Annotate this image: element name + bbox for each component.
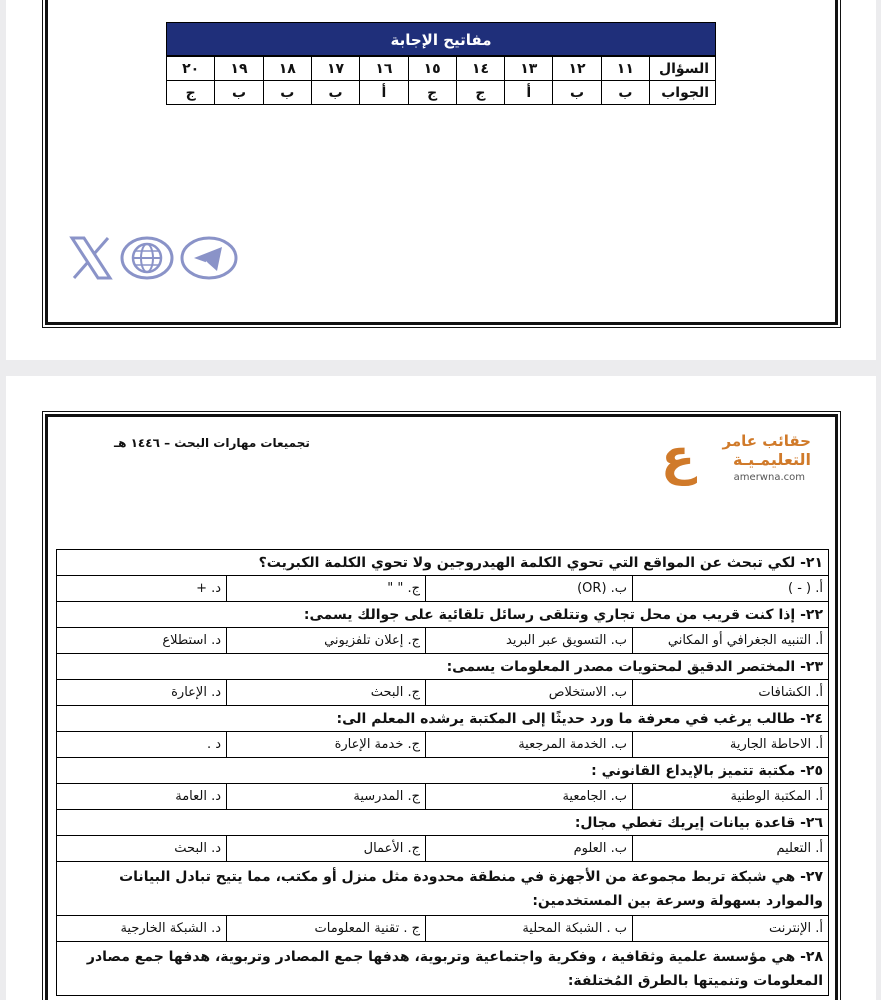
answer-key-question-row xyxy=(167,57,716,81)
question-row xyxy=(57,602,829,628)
option-c[interactable]: ج. البحث xyxy=(227,680,426,706)
option-a[interactable]: أ. الكشافات xyxy=(633,680,829,706)
question-row xyxy=(57,706,829,732)
logo-mark-icon: ع xyxy=(661,428,696,486)
options-row xyxy=(57,836,829,862)
answer-key xyxy=(166,22,716,105)
question-number: ١٨ xyxy=(263,57,311,81)
option-d[interactable]: د. الشبكة الخارجية xyxy=(57,916,227,942)
question-text: ٢١- لكي تبحث عن المواقع التي تحوي الكلمة الهيدروجين ولا تحوي الكلمة الكبريت؟ xyxy=(57,550,829,576)
answer-value: ب xyxy=(311,81,359,105)
globe-icon[interactable] xyxy=(120,236,174,280)
options-row xyxy=(57,784,829,810)
option-c[interactable]: ج. إعلان تلفزيوني xyxy=(227,628,426,654)
question-row xyxy=(57,758,829,784)
option-a[interactable]: أ. التنبيه الجغرافي أو المكاني xyxy=(633,628,829,654)
options-row xyxy=(57,628,829,654)
question-header: السؤال xyxy=(650,57,716,81)
answer-value: ب xyxy=(553,81,601,105)
question-row xyxy=(57,942,829,996)
logo-url: amerwna.com xyxy=(733,472,805,483)
question-text: ٢٢- إذا كنت قريب من محل تجاري وتتلقى رسائل تلقائية على جوالك يسمى: xyxy=(57,602,829,628)
logo-name: حقائب عامر xyxy=(722,432,811,450)
option-c[interactable]: ج. المدرسية xyxy=(227,784,426,810)
option-d[interactable]: د . xyxy=(57,732,227,758)
question-text: ٢٦- قاعدة بيانات إيريك تغطي مجال: xyxy=(57,810,829,836)
answer-key-answer-row xyxy=(167,81,716,105)
question-number: ١٦ xyxy=(360,57,408,81)
option-b[interactable]: ب . الشبكة المحلية xyxy=(426,916,633,942)
option-c[interactable]: ج. خدمة الإعارة xyxy=(227,732,426,758)
answer-key-title: مفاتيح الإجابة xyxy=(166,22,716,56)
page-bottom xyxy=(6,376,876,1000)
answer-header: الجواب xyxy=(650,81,716,105)
logo-subtitle: التعليمـيـة xyxy=(732,450,811,469)
options-row xyxy=(57,576,829,602)
options-row xyxy=(57,732,829,758)
answer-value: ب xyxy=(601,81,649,105)
option-d[interactable]: د. + xyxy=(57,576,227,602)
option-b[interactable]: ب. التسويق عبر البريد xyxy=(426,628,633,654)
question-row xyxy=(57,810,829,836)
x-icon[interactable] xyxy=(68,236,114,280)
answer-value: ج xyxy=(408,81,456,105)
option-a[interactable]: أ. الإنترنت xyxy=(633,916,829,942)
answer-value: أ xyxy=(505,81,553,105)
answer-value: ب xyxy=(215,81,263,105)
brand-logo xyxy=(661,428,811,490)
option-a[interactable]: أ. ( - ) xyxy=(633,576,829,602)
question-text: ٢٥- مكتبة تتميز بالإيداع القانوني : xyxy=(57,758,829,784)
option-a[interactable]: أ. التعليم xyxy=(633,836,829,862)
answer-key-table xyxy=(166,56,716,105)
option-d[interactable]: د. استطلاع xyxy=(57,628,227,654)
question-number: ١٩ xyxy=(215,57,263,81)
question-number: ١١ xyxy=(601,57,649,81)
questions-table xyxy=(56,549,829,996)
question-text: ٢٣- المختصر الدقيق لمحتويات مصدر المعلومات يسمى: xyxy=(57,654,829,680)
answer-value: ب xyxy=(263,81,311,105)
question-text: ٢٤- طالب يرغب في معرفة ما ورد حديثًا إلى المكتبة يرشده المعلم الى: xyxy=(57,706,829,732)
option-a[interactable]: أ. المكتبة الوطنية xyxy=(633,784,829,810)
option-c[interactable]: ج . تقنية المعلومات xyxy=(227,916,426,942)
question-number: ١٢ xyxy=(553,57,601,81)
answer-value: ج xyxy=(167,81,215,105)
telegram-icon[interactable] xyxy=(180,236,238,280)
options-row xyxy=(57,680,829,706)
option-b[interactable]: ب. (OR) xyxy=(426,576,633,602)
option-c[interactable]: ج. الأعمال xyxy=(227,836,426,862)
options-row xyxy=(57,916,829,942)
option-d[interactable]: د. العامة xyxy=(57,784,227,810)
answer-value: ج xyxy=(456,81,504,105)
option-d[interactable]: د. البحث xyxy=(57,836,227,862)
question-number: ١٥ xyxy=(408,57,456,81)
question-number: ١٧ xyxy=(311,57,359,81)
question-number: ١٣ xyxy=(505,57,553,81)
option-a[interactable]: أ. الاحاطة الجارية xyxy=(633,732,829,758)
option-b[interactable]: ب. الاستخلاص xyxy=(426,680,633,706)
option-b[interactable]: ب. الخدمة المرجعية xyxy=(426,732,633,758)
question-number: ١٤ xyxy=(456,57,504,81)
page-top xyxy=(6,0,876,360)
document-title: تجميعات مهارات البحث – ١٤٤٦ هـ xyxy=(114,436,310,450)
social-links xyxy=(68,236,238,280)
question-text: ٢٨- هي مؤسسة علمية وثقافية ، وفكرية واجتماعية وتربوية، هدفها جمع المصادر وتربوية، هدفها جمع مصادر المعلومات وتنميتها بالطرق المُختلفة: xyxy=(57,942,829,996)
option-b[interactable]: ب. الجامعية xyxy=(426,784,633,810)
question-row xyxy=(57,550,829,576)
question-row xyxy=(57,862,829,916)
question-row xyxy=(57,654,829,680)
option-d[interactable]: د. الإعارة xyxy=(57,680,227,706)
question-text: ٢٧- هي شبكة تربط مجموعة من الأجهزة في منطقة محدودة مثل منزل أو مكتب، مما يتيح تبادل البيانات والموارد بسهولة وسرعة بين المستخدمين: xyxy=(57,862,829,916)
answer-value: أ xyxy=(360,81,408,105)
option-b[interactable]: ب. العلوم xyxy=(426,836,633,862)
question-number: ٢٠ xyxy=(167,57,215,81)
option-c[interactable]: ج. " " xyxy=(227,576,426,602)
